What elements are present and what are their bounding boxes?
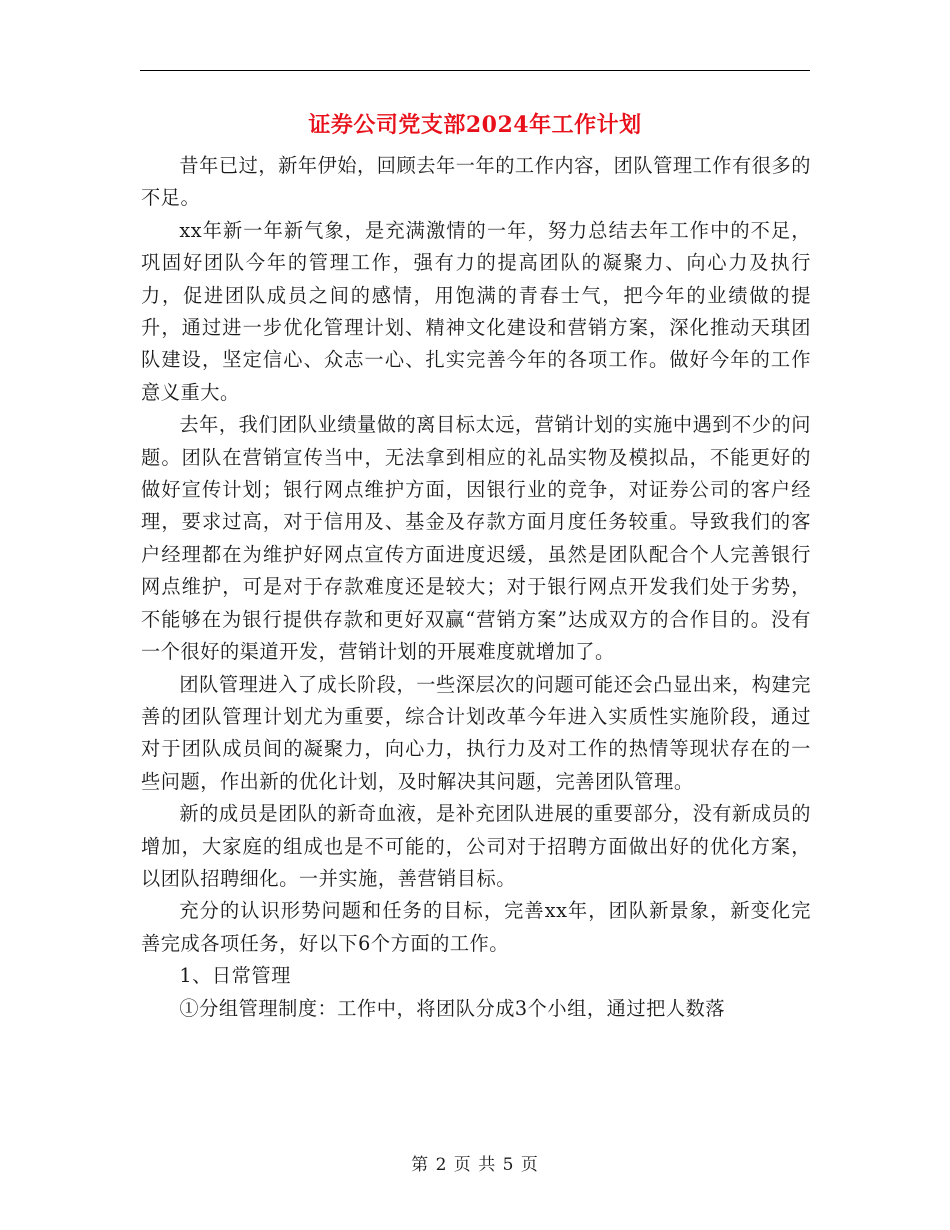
document-title: 证券公司党支部2024年工作计划: [308, 112, 642, 138]
paragraph-new-year-goals: xx年新一年新气象，是充满激情的一年，努力总结去年工作中的不足，巩固好团队今年的管理工作，强有力的提高团队的凝聚力、向心力及执行力，促进团队成员之间的感情，用饱满的青春士气，把今年的业绩做的提升，通过进一步优化管理计划、精神文化建设和营销方案，深化推动天琪团队建设，坚定信心、众志一心、扎实完善今年的各项工作。做好今年的工作意义重大。: [141, 218, 811, 404]
page-footer: [0, 1153, 950, 1177]
section-heading-daily-management: 1、日常管理: [179, 964, 291, 988]
paragraph-group-management: ①分组管理制度：工作中，将团队分成3个小组，通过把人数落: [179, 996, 726, 1020]
page-number-label: 第 2 页 共 5 页: [411, 1155, 539, 1175]
document-body: [141, 150, 811, 1025]
paragraph-last-year-problems: 去年，我们团队业绩量做的离目标太远，营销计划的实施中遇到不少的问题。团队在营销宣传当中，无法拿到相应的礼品实物及模拟品，不能更好的做好宣传计划；银行网点维护方面，因银行业的竞争，对证券公司的客户经理，要求过高，对于信用及、基金及存款方面月度任务较重。导致我们的客户经理都在为维护好网点宣传方面进度迟缓，虽然是团队配合个人完善银行网点维护，可是对于存款难度还是较大；对于银行网点开发我们处于劣势，不能够在为银行提供存款和更好双赢“营销方案”达成双方的合作目的。没有一个很好的渠道开发，营销计划的开展难度就增加了。: [141, 413, 811, 664]
paragraph-intro: 昔年已过，新年伊始，回顾去年一年的工作内容，团队管理工作有很多的不足。: [141, 154, 811, 210]
header-rule: [140, 70, 810, 71]
paragraph-new-members: 新的成员是团队的新奇血液，是补充团队进展的重要部分，没有新成员的增加，大家庭的组成也是不可能的，公司对于招聘方面做出好的优化方案，以团队招聘细化。一并实施，善营销目标。: [141, 802, 811, 890]
paragraph-team-management: 团队管理进入了成长阶段，一些深层次的问题可能还会凸显出来，构建完善的团队管理计划尤为重要，综合计划改革今年进入实质性实施阶段，通过对于团队成员间的凝聚力，向心力，执行力及对工作的热情等现状存在的一些问题，作出新的优化计划，及时解决其问题，完善团队管理。: [141, 672, 811, 793]
paragraph-six-aspects: 充分的认识形势问题和任务的目标，完善xx年，团队新景象，新变化完善完成各项任务，好以下6个方面的工作。: [141, 899, 811, 955]
